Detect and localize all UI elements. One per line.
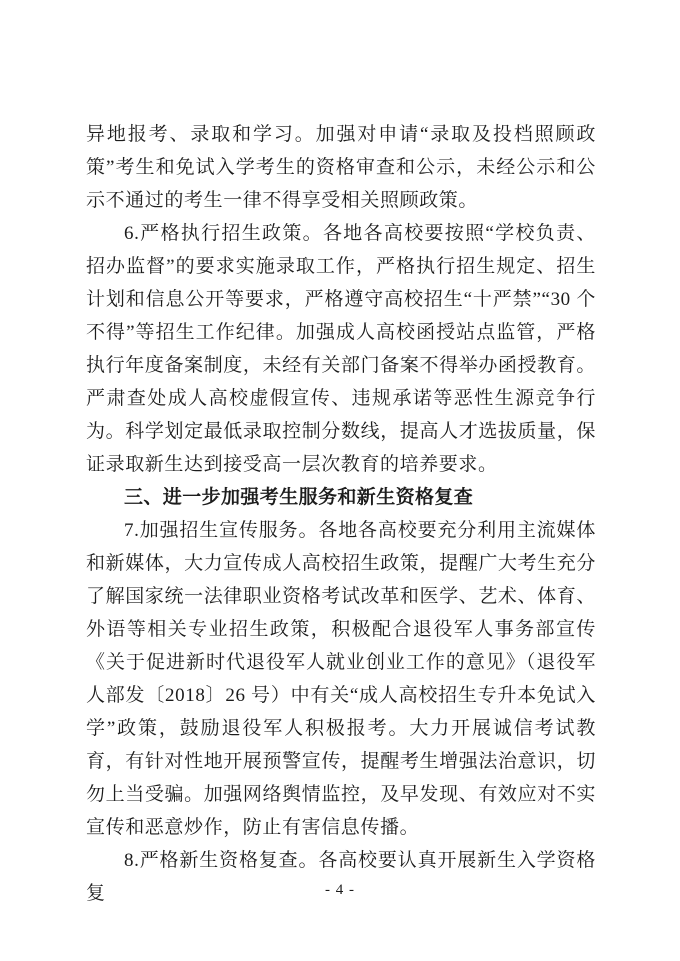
- section-heading: 三、进一步加强考生服务和新生资格复查: [124, 487, 474, 508]
- paragraph: 8.严格新生资格复查。各高校要认真开展新生入学资格复: [86, 850, 596, 904]
- paragraph: 6.严格执行招生政策。各地各高校要按照“学校负责、招办监督”的要求实施录取工作，严格执行招生规定、招生计划和信息公开等要求，严格遵守高校招生“十严禁”“30 个不得”等招生工作纪律。加强成人高校函授站点监管，严格执行年度备案制度，未经有关部门备案不得举办函授教育。严肃查处成人高校虚假宣传、违规承诺等恶性生源竞争行为。科学划定最低录取控制分数线，提高人才选拔质量，保证录取新生达到接受高一层次教育的培养要求。: [86, 223, 596, 475]
- paragraph: 异地报考、录取和学习。加强对申请“录取及投档照顾政策”考生和免试入学考生的资格审查和公示，未经公示和公示不通过的考生一律不得享受相关照顾政策。: [86, 124, 596, 211]
- page-number-footer: - 4 -: [325, 882, 355, 898]
- document-body: [86, 118, 596, 910]
- paragraph: 7.加强招生宣传服务。各地各高校要充分利用主流媒体和新媒体，大力宣传成人高校招生政策，提醒广大考生充分了解国家统一法律职业资格考试改革和医学、艺术、体育、外语等相关专业招生政策，积极配合退役军人事务部宣传《关于促进新时代退役军人就业创业工作的意见》（退役军人部发〔2018〕26 号）中有关“成人高校招生专升本免试入学”政策，鼓励退役军人积极报考。大力开展诚信考试教育，有针对性地开展预警宣传，提醒考生增强法治意识，切勿上当受骗。加强网络舆情监控，及早发现、有效应对不实宣传和恶意炒作，防止有害信息传播。: [86, 520, 596, 838]
